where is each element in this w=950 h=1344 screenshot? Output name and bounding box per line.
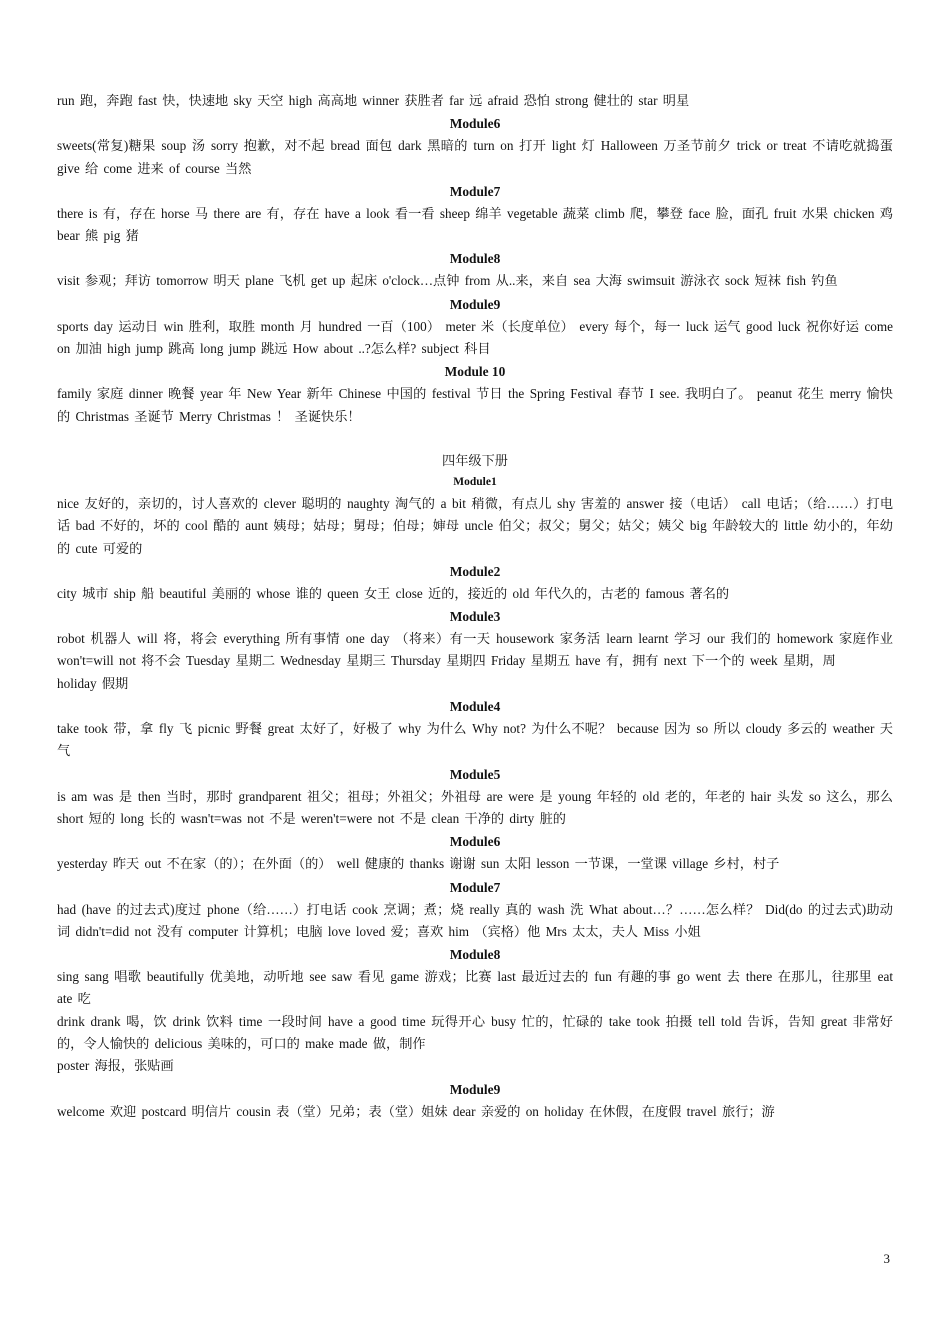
module-heading: Module 10 [444, 364, 506, 380]
vocab-paragraph: city 城市 ship 船 beautiful 美丽的 whose 谁的 queen 女王 close 近的，接近的 old 年代久的，古老的 famous 著名的 [57, 585, 730, 601]
vocab-paragraph: holiday 假期 [57, 675, 129, 691]
vocab-paragraph: welcome 欢迎 postcard 明信片 cousin 表（堂）兄弟；表（堂）姐妹 dear 亲爱的 on holiday 在休假，在度假 travel 旅行；游 [57, 1103, 775, 1119]
vocab-line-intro: run 跑，奔跑 fast 快，快速地 sky 天空 high 高高地 winner 获胜者 far 远 afraid 恐怕 strong 健壮的 star 明星 [57, 93, 690, 108]
module-heading: Module7 [449, 879, 501, 895]
module-heading: Module8 [449, 251, 501, 267]
section-title: 四年级下册 [442, 452, 508, 468]
page-number: 3 [883, 1251, 890, 1266]
vocab-paragraph: had (have 的过去式)度过 phone（给……）打电话 cook 烹调；煮；烧 really 真的 wash 洗 What about…？……怎么样？ Did(do 的过去式)助动词 didn't=did not 没有 computer 计算机；电脑 love loved 爱；喜欢 him （宾格）他 Mrs 太太，夫人 Miss 小姐 [57, 901, 893, 939]
vocab-paragraph: family 家庭 dinner 晚餐 year 年 New Year 新年 Chinese 中国的 festival 节日 the Spring Festival 春节 I see. 我明白了。 peanut 花生 merry 愉快的 Christmas 圣诞节 Merry Christmas ！ 圣诞快乐！ [57, 386, 893, 424]
module-heading: Module9 [449, 1081, 501, 1097]
module-heading: Module6 [449, 834, 501, 850]
vocab-paragraph: sing sang 唱歌 beautifully 优美地，动听地 see saw 看见 game 游戏；比赛 last 最近过去的 fun 有趣的事 go went 去 there 在那儿，往那里 eat ate 吃 [57, 969, 893, 1007]
module-heading: Module1 [453, 475, 497, 488]
module-heading: Module7 [449, 183, 501, 199]
section-spacer [57, 428, 893, 450]
document-body [57, 90, 893, 1123]
vocab-paragraph: there is 有，存在 horse 马 there are 有，存在 have a look 看一看 sheep 绵羊 vegetable 蔬菜 climb 爬，攀登 face 脸，面孔 fruit 水果 chicken 鸡 bear 熊 pig 猪 [57, 205, 893, 244]
module-heading: Module8 [449, 947, 501, 963]
module-heading: Module5 [449, 766, 501, 782]
vocab-paragraph: take took 带，拿 fly 飞 picnic 野餐 great 太好了，好极了 why 为什么 Why not? 为什么不呢？ because 因为 so 所以 cloudy 多云的 weather 天气 [57, 721, 893, 759]
module-heading: Module2 [449, 563, 501, 579]
vocab-paragraph: is am was 是 then 当时，那时 grandparent 祖父；祖母；外祖父；外祖母 are were 是 young 年轻的 old 老的，年老的 hair 头发 so 这么，那么 short 短的 long 长的 wasn't=was not 不是 weren't=were not 不是 clean 干净的 dirty 脏的 [57, 788, 893, 826]
vocab-paragraph: poster 海报，张贴画 [57, 1058, 174, 1074]
vocab-paragraph: yesterday 昨天 out 不在家（的）；在外面（的） well 健康的 thanks 谢谢 sun 太阳 lesson 一节课，一堂课 village 乡村，村子 [57, 856, 780, 872]
vocab-paragraph: sweets(常复)糖果 soup 汤 sorry 抱歉，对不起 bread 面包 dark 黑暗的 turn on 打开 light 灯 Halloween 万圣节前夕 trick or treat 不请吃就捣蛋 give 给 come 进来 of course 当然 [57, 138, 893, 176]
vocab-paragraph: sports day 运动日 win 胜利，取胜 month 月 hundred 一百（100） meter 米（长度单位） every 每个，每一 luck 运气 good luck 祝你好运 come on 加油 high jump 跳高 long jump 跳远 How about ..?怎么样? subject 科目 [57, 318, 893, 357]
module-heading: Module4 [449, 699, 501, 715]
vocab-paragraph: drink drank 喝，饮 drink 饮料 time 一段时间 have a good time 玩得开心 busy 忙的，忙碌的 take took 拍摄 tell told 告诉，告知 great 非常好的，令人愉快的 delicious 美味的，可口的 make made 做，制作 [57, 1013, 893, 1052]
vocab-paragraph: visit 参观；拜访 tomorrow 明天 plane 飞机 get up 起床 o'clock…点钟 from 从..来，来自 sea 大海 swimsuit 游泳衣 sock 短袜 fish 钓鱼 [57, 273, 838, 289]
module-heading: Module6 [449, 116, 501, 132]
vocab-paragraph: robot 机器人 will 将，将会 everything 所有事情 one day （将来）有一天 housework 家务活 learn learnt 学习 our 我们的 homework 家庭作业 won't=will not 将不会 Tuesday 星期二 Wednesday 星期三 Thursday 星期四 Friday 星期五 have 有，拥有 next 下一个的 week 星期，周 [57, 631, 893, 669]
vocab-paragraph: nice 友好的，亲切的，讨人喜欢的 clever 聪明的 naughty 淘气的 a bit 稍微，有点儿 shy 害羞的 answer 接（电话） call 电话；（给……）打电话 bad 不好的，坏的 cool 酷的 aunt 姨母；姑母；舅母；伯母；婶母 uncle 伯父；叔父；舅父；姑父；姨父 big 年龄较大的 little 幼小的，年幼的 cute 可爱的 [57, 495, 893, 556]
module-heading: Module9 [449, 296, 501, 312]
module-heading: Module3 [449, 609, 501, 625]
